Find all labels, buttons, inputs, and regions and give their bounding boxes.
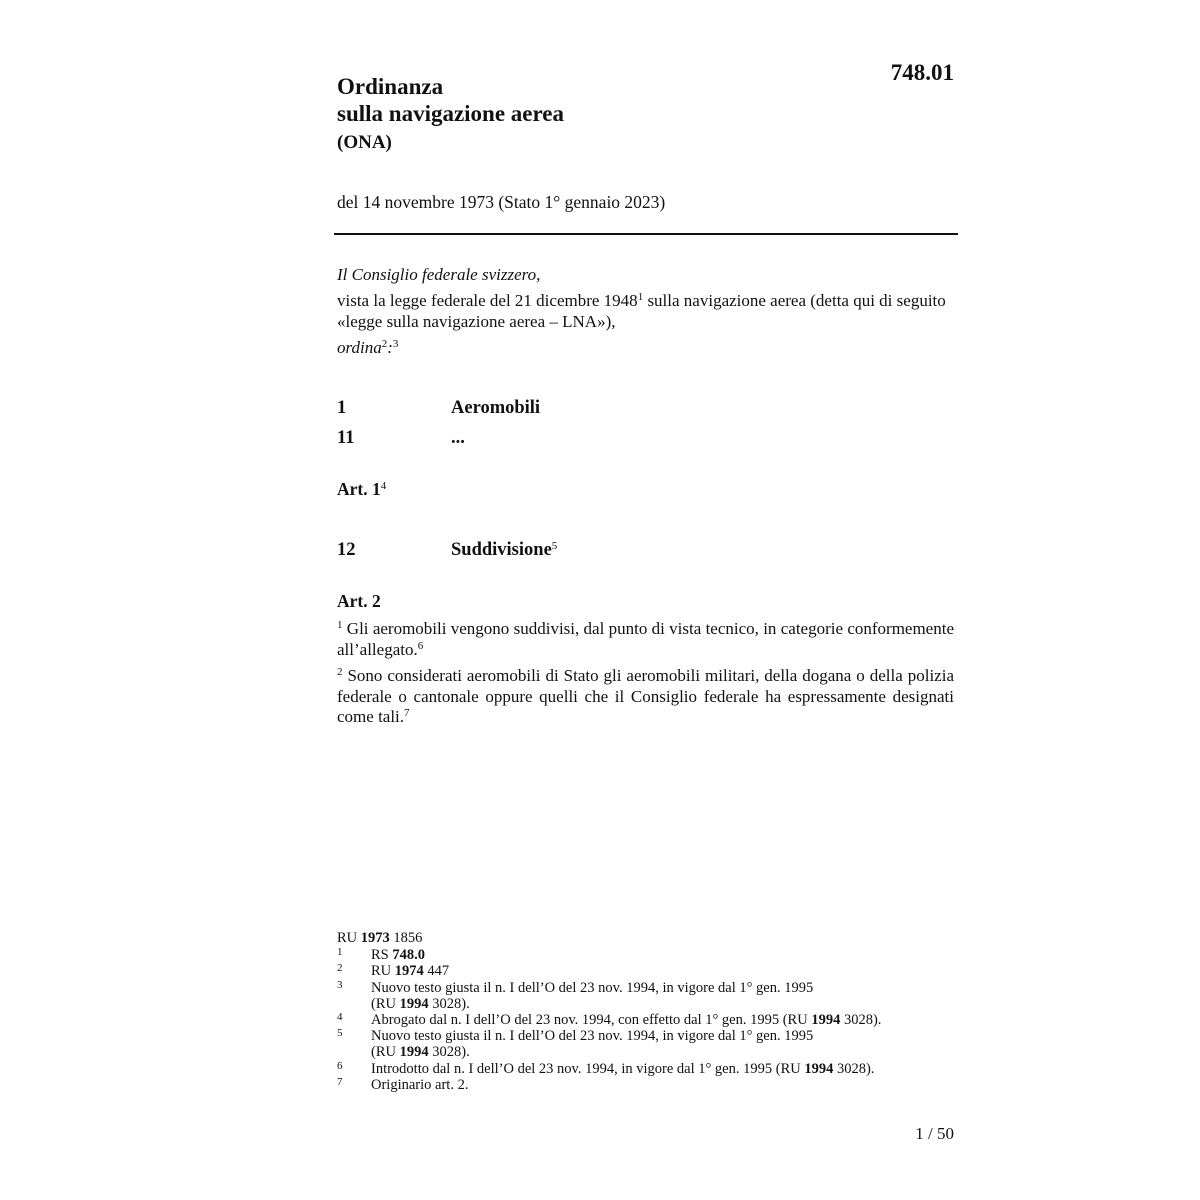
section-title bbox=[451, 540, 557, 561]
footnote-item bbox=[337, 1012, 977, 1028]
preamble-authority: Il Consiglio federale svizzero, bbox=[337, 265, 541, 284]
footnote-text: 3028). bbox=[428, 995, 470, 1012]
header-divider bbox=[334, 233, 958, 235]
date-line: del 14 novembre 1973 (Stato 1° gennaio 2023) bbox=[337, 192, 666, 212]
decree-word: ordina bbox=[337, 338, 382, 357]
footnote-text: Originario art. 2. bbox=[371, 1076, 469, 1093]
footnote-item bbox=[337, 963, 977, 979]
footnote-item bbox=[337, 1028, 977, 1060]
footnote-text: Introdotto dal n. I dell’O del 23 nov. 1994, in vigore dal 1° gen. 1995 (RU bbox=[371, 1060, 805, 1077]
article-label: Art. 1 bbox=[337, 479, 381, 499]
footnote-text: (RU bbox=[371, 995, 400, 1012]
footnote-bold: 1974 bbox=[394, 963, 424, 980]
preamble-basis bbox=[337, 290, 954, 332]
ru-prefix: RU bbox=[337, 930, 361, 946]
footnote-bold: 1994 bbox=[399, 1044, 429, 1061]
footnote-bold: 748.0 bbox=[392, 947, 425, 964]
paragraph-number: 1 bbox=[337, 619, 343, 631]
section-number: 1 bbox=[337, 398, 347, 418]
footnote-text: Nuovo testo giusta il n. I dell’O del 23 nov. 1994, in vigore dal 1° gen. 1995 bbox=[371, 979, 814, 996]
article-heading bbox=[337, 479, 386, 500]
footnote-bold: 1994 bbox=[804, 1060, 834, 1077]
title-line-1: Ordinanza bbox=[337, 74, 444, 99]
official-compilation-ref bbox=[337, 930, 977, 946]
paragraph-text: Gli aeromobili vengono suddivisi, dal punto di vista tecnico, in categorie conformemente all’allegato. bbox=[337, 619, 954, 659]
title-line-2: sulla navigazione aerea bbox=[337, 101, 565, 126]
footnote-text: 447 bbox=[423, 963, 450, 980]
section-title-text: Suddivisione bbox=[451, 540, 552, 560]
title-abbreviation: (ONA) bbox=[337, 132, 392, 153]
article-heading bbox=[337, 591, 381, 612]
footnote-text: 3028). bbox=[428, 1044, 470, 1061]
paragraph-number: 2 bbox=[337, 666, 343, 678]
footnote-ref[interactable]: 3 bbox=[392, 338, 399, 350]
footnote-bold: 1994 bbox=[399, 995, 429, 1012]
footnote-item bbox=[337, 980, 977, 1012]
footnote-ref[interactable]: 4 bbox=[380, 480, 387, 492]
ru-page: 1856 bbox=[389, 930, 423, 946]
footnote-text: 3028). bbox=[833, 1060, 875, 1077]
footnote-number: 1 bbox=[337, 946, 343, 959]
preamble-basis-text: vista la legge federale del 21 dicembre 1948 bbox=[337, 291, 638, 310]
footnote-number: 3 bbox=[337, 978, 343, 991]
preamble bbox=[337, 264, 954, 358]
footnote-text: RU bbox=[371, 963, 395, 980]
footnote-text: (RU bbox=[371, 1044, 400, 1061]
footnote-item bbox=[337, 1077, 977, 1093]
ru-year: 1973 bbox=[360, 930, 390, 946]
title-block bbox=[337, 73, 857, 154]
footnotes bbox=[337, 930, 977, 1093]
section-title: ... bbox=[451, 428, 465, 448]
footnote-number: 4 bbox=[337, 1011, 343, 1024]
preamble-decree bbox=[337, 337, 954, 358]
footnote-bold: 1994 bbox=[811, 1012, 841, 1029]
footnote-ref[interactable]: 5 bbox=[551, 540, 558, 552]
footnote-item bbox=[337, 1061, 977, 1077]
footnote-ref[interactable]: 1 bbox=[637, 291, 644, 303]
footnote-text: 3028). bbox=[840, 1012, 882, 1029]
article-paragraph bbox=[337, 619, 954, 660]
footnote-ref[interactable]: 7 bbox=[404, 707, 410, 719]
section-number: 11 bbox=[337, 428, 355, 448]
footnote-text: RS bbox=[371, 947, 393, 964]
footnote-number: 2 bbox=[337, 962, 343, 975]
article-label: Art. 2 bbox=[337, 591, 381, 611]
footnote-text: Nuovo testo giusta il n. I dell’O del 23 nov. 1994, in vigore dal 1° gen. 1995 bbox=[371, 1028, 814, 1045]
paragraph-text: Sono considerati aeromobili di Stato gli aeromobili militari, della dogana o della polizia federale o cantonale oppure quelli che il Consiglio federale ha espressamente designati come tali. bbox=[337, 666, 954, 726]
section-title: Aeromobili bbox=[451, 398, 541, 418]
footnote-ref[interactable]: 2 bbox=[381, 338, 388, 350]
preamble-basis-text-2: sulla navigazione aerea (detta qui di seguito «legge sulla navigazione aerea – LNA»), bbox=[337, 291, 946, 331]
footnote-number: 6 bbox=[337, 1059, 343, 1072]
sr-number: 748.01 bbox=[890, 60, 954, 85]
footnote-number: 5 bbox=[337, 1027, 343, 1040]
footnote-item bbox=[337, 947, 977, 963]
footnote-ref[interactable]: 6 bbox=[417, 639, 424, 652]
page-number: 1 / 50 bbox=[915, 1124, 954, 1143]
footnote-text: Abrogato dal n. I dell’O del 23 nov. 1994, con effetto dal 1° gen. 1995 (RU bbox=[371, 1012, 812, 1029]
article-paragraph bbox=[337, 666, 954, 728]
section-number: 12 bbox=[337, 540, 356, 560]
decree-colon: : bbox=[387, 338, 393, 357]
footnote-number: 7 bbox=[337, 1075, 343, 1088]
